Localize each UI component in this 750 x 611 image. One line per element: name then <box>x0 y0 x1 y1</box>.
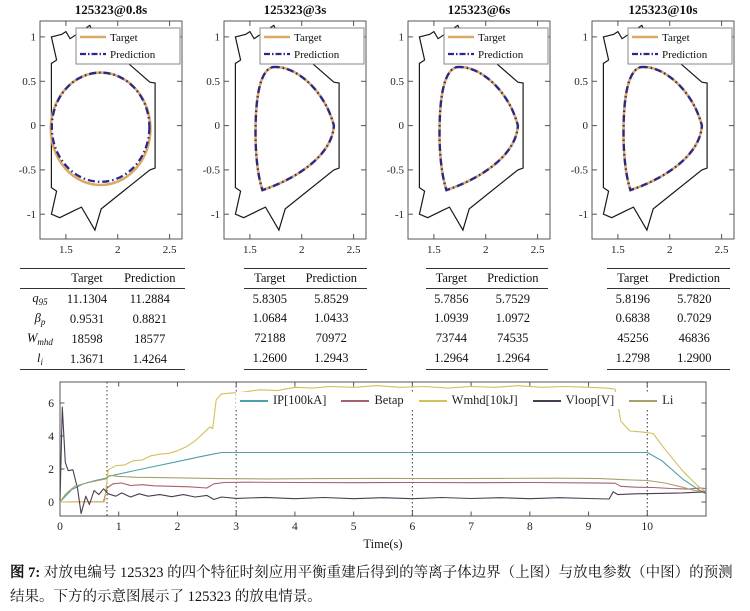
target-value: 1.2798 <box>615 351 651 366</box>
y-tick-label: 1 <box>582 31 588 44</box>
parameter-table <box>426 268 549 370</box>
y-tick-label: 6 <box>48 398 54 410</box>
y-tick-label: -0.5 <box>386 164 404 177</box>
boundary-plot-svg <box>562 17 740 257</box>
ts-legend-entry <box>533 393 615 408</box>
table-header-prediction: Prediction <box>659 269 730 289</box>
y-tick-label: -1 <box>210 208 220 221</box>
plot-legend <box>260 28 364 64</box>
subplot-title: 125323@0.8s <box>74 2 148 17</box>
table-header-row <box>607 269 730 289</box>
legend-target-label: Target <box>294 32 322 44</box>
y-tick-label: 1 <box>214 31 220 44</box>
target-value: 0.9531 <box>69 311 105 326</box>
x-tick-label: 9 <box>585 521 592 533</box>
caption-label: 图 7: <box>10 565 41 581</box>
prediction-value: 0.7029 <box>677 311 712 326</box>
table-row <box>20 309 185 329</box>
target-value: 45256 <box>617 331 649 346</box>
legend-prediction-label: Prediction <box>110 49 156 61</box>
prediction-value: 5.7820 <box>677 291 712 306</box>
table-row <box>607 349 730 370</box>
subplot-title: 125323@10s <box>628 2 698 17</box>
row-label: $q_{95}$ <box>32 291 48 307</box>
y-tick-label: 0 <box>214 120 220 133</box>
x-tick-label: 0 <box>57 521 63 533</box>
y-tick-label: -1 <box>578 208 588 221</box>
x-axis-label: Time(s) <box>363 537 403 551</box>
table-row <box>244 309 367 329</box>
target-boundary <box>624 67 702 190</box>
prediction-boundary <box>440 67 518 190</box>
y-tick-label: 0.5 <box>574 75 588 88</box>
x-tick-label: 1.5 <box>59 244 73 256</box>
y-tick-label: 0 <box>30 120 36 133</box>
table-row <box>20 349 185 370</box>
plasma-dshape-group <box>624 67 702 190</box>
legend-line-sample <box>240 400 268 402</box>
caption-text: 对放电编号 125323 的四个特征时刻应用平衡重建后得到的等离子体边界（上图）与放电参数（中图）的预测结果。下方的示意图展示了 125323 的放电情景。 <box>10 565 733 605</box>
table-header-target: Target <box>244 269 296 289</box>
x-tick-label: 2.5 <box>162 244 177 256</box>
target-value: 1.3671 <box>69 351 105 366</box>
x-tick-label: 1.5 <box>243 244 257 256</box>
x-tick-label: 3 <box>233 521 240 533</box>
prediction-value: 0.8821 <box>132 311 167 326</box>
prediction-value: 1.0972 <box>495 311 530 326</box>
plot-legend <box>444 28 548 64</box>
table-corner-cell <box>20 269 60 289</box>
boundary-subplot <box>194 2 372 262</box>
ts-legend <box>236 392 677 409</box>
table-header-prediction: Prediction <box>477 269 548 289</box>
table-header-target: Target <box>60 269 114 289</box>
plot-legend <box>628 28 732 64</box>
table-header-prediction: Prediction <box>296 269 367 289</box>
target-value: 0.6838 <box>615 311 651 326</box>
parameter-table <box>607 268 730 370</box>
parameter-tables-row <box>20 268 730 370</box>
table-header-row <box>20 269 185 289</box>
y-tick-label: 0.5 <box>390 75 404 88</box>
table-row <box>426 329 549 349</box>
table-row <box>20 289 185 310</box>
legend-prediction-label: Prediction <box>294 49 340 61</box>
table-row <box>20 329 185 349</box>
x-tick-label: 7 <box>468 521 474 533</box>
boundary-subplot <box>10 2 188 262</box>
y-tick-label: 0.5 <box>22 75 36 88</box>
plot-legend <box>76 28 180 64</box>
target-value: 5.7856 <box>434 291 469 306</box>
target-value: 1.2600 <box>252 351 288 366</box>
prediction-value: 5.7529 <box>495 291 530 306</box>
boundary-plots-row <box>0 0 750 262</box>
y-tick-label: -0.5 <box>202 164 220 177</box>
table-row <box>426 349 549 370</box>
legend-prediction-label: Prediction <box>478 49 524 61</box>
legend-label: Betap <box>374 393 404 407</box>
parameter-table <box>20 268 185 370</box>
figure-caption <box>10 562 738 610</box>
y-tick-label: 0 <box>48 497 54 509</box>
discharge-chart <box>0 376 750 554</box>
ts-legend-entry <box>240 393 326 408</box>
y-tick-label: 1 <box>398 31 404 44</box>
x-tick-label: 4 <box>292 521 298 533</box>
x-tick-label: 1.5 <box>427 244 441 256</box>
y-tick-label: 1 <box>30 31 36 44</box>
target-value: 73744 <box>435 331 467 346</box>
target-boundary <box>256 67 334 190</box>
legend-target-label: Target <box>662 32 690 44</box>
prediction-boundary <box>256 67 334 190</box>
x-tick-label: 1 <box>115 521 122 533</box>
y-tick-label: 0 <box>398 120 404 133</box>
table-header-row <box>426 269 549 289</box>
x-tick-label: 2 <box>298 244 305 256</box>
prediction-value: 1.2964 <box>495 351 530 366</box>
y-tick-label: -0.5 <box>18 164 36 177</box>
y-tick-label: -1 <box>394 208 404 221</box>
x-tick-label: 5 <box>350 521 357 533</box>
x-tick-label: 2.5 <box>714 244 729 256</box>
legend-line-sample <box>341 400 369 402</box>
legend-label: Li <box>662 393 674 407</box>
prediction-value: 46836 <box>678 331 710 346</box>
table-row <box>607 329 730 349</box>
x-tick-label: 2.5 <box>530 244 545 256</box>
legend-line-sample <box>629 400 657 402</box>
target-value: 5.8305 <box>252 291 288 306</box>
subplot-title: 125323@6s <box>447 2 511 17</box>
y-tick-label: 2 <box>48 464 54 476</box>
row-label: $\beta_p$ <box>34 311 46 327</box>
x-tick-label: 6 <box>409 521 416 533</box>
legend-target-label: Target <box>110 32 138 44</box>
legend-target-label: Target <box>478 32 506 44</box>
ts-legend-entry <box>419 393 518 408</box>
table-row <box>607 289 730 310</box>
table-row <box>244 349 367 370</box>
table-header-target: Target <box>607 269 659 289</box>
table-header-target: Target <box>426 269 478 289</box>
legend-label: IP[100kA] <box>273 393 327 407</box>
ts-legend-entry <box>629 393 673 408</box>
prediction-value: 11.2884 <box>129 291 170 306</box>
ts-legend-entry <box>341 393 403 408</box>
prediction-value: 70972 <box>315 331 347 346</box>
prediction-value: 1.2943 <box>314 351 349 366</box>
target-value: 11.1304 <box>66 291 108 306</box>
legend-prediction-label: Prediction <box>662 49 708 61</box>
legend-line-sample <box>419 400 447 402</box>
plasma-dshape-group <box>440 67 518 190</box>
boundary-subplot <box>562 2 740 262</box>
prediction-value: 1.0433 <box>314 311 349 326</box>
y-tick-label: 0.5 <box>206 75 220 88</box>
legend-line-sample <box>533 400 561 402</box>
prediction-value: 18577 <box>134 331 166 346</box>
boundary-subplot <box>378 2 556 262</box>
table-row <box>426 309 549 329</box>
y-tick-label: -0.5 <box>570 164 588 177</box>
y-tick-label: 0 <box>582 120 588 133</box>
target-value: 5.8196 <box>615 291 651 306</box>
target-boundary <box>440 67 518 190</box>
x-tick-label: 2 <box>666 244 673 256</box>
target-value: 1.2964 <box>434 351 469 366</box>
x-tick-label: 1.5 <box>611 244 625 256</box>
row-label: $W_{mhd}$ <box>27 331 53 347</box>
parameter-table <box>244 268 367 370</box>
target-value: 1.0684 <box>252 311 288 326</box>
table-row <box>244 329 367 349</box>
series-Vloop[V] <box>60 407 706 513</box>
x-tick-label: 2 <box>114 244 121 256</box>
legend-label: Wmhd[10kJ] <box>451 393 518 407</box>
table-row <box>426 289 549 310</box>
y-tick-label: -1 <box>26 208 36 221</box>
plasma-round-group <box>51 73 151 185</box>
x-tick-label: 2.5 <box>346 244 361 256</box>
y-tick-label: 4 <box>48 431 54 443</box>
prediction-value: 1.4264 <box>132 351 167 366</box>
row-label: $l_i$ <box>36 351 43 367</box>
table-header-row <box>244 269 367 289</box>
x-tick-label: 2 <box>482 244 489 256</box>
target-value: 1.0939 <box>434 311 469 326</box>
prediction-value: 1.2900 <box>677 351 712 366</box>
target-value: 18598 <box>71 331 103 346</box>
table-row <box>607 309 730 329</box>
boundary-plot-svg <box>194 17 372 257</box>
table-header-prediction: Prediction <box>114 269 185 289</box>
prediction-value: 5.8529 <box>314 291 349 306</box>
prediction-value: 74535 <box>497 331 529 346</box>
x-tick-label: 10 <box>641 521 654 533</box>
target-value: 72188 <box>254 331 286 346</box>
table-row <box>244 289 367 310</box>
legend-label: Vloop[V] <box>565 393 615 407</box>
subplot-title: 125323@3s <box>263 2 327 17</box>
boundary-plot-svg <box>378 17 556 257</box>
x-tick-label: 8 <box>526 521 533 533</box>
boundary-plot-svg <box>10 17 188 257</box>
prediction-boundary <box>624 67 702 190</box>
x-tick-label: 2 <box>174 521 181 533</box>
plasma-dshape-group <box>256 67 334 190</box>
